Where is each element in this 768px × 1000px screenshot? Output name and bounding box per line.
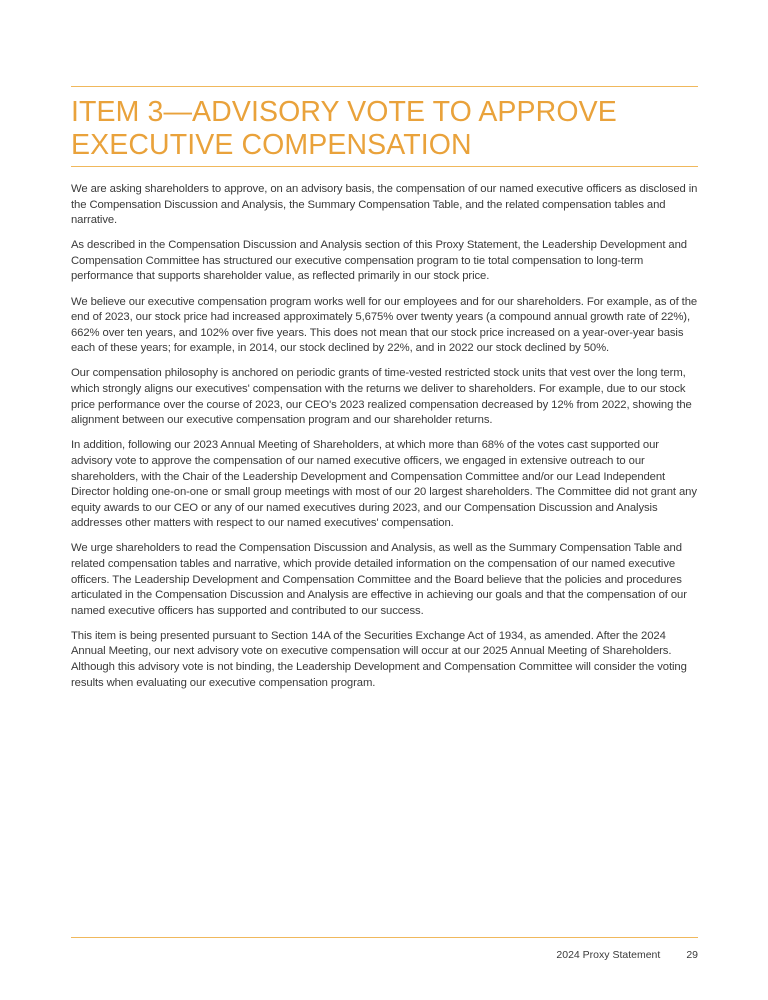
title-line-2: EXECUTIVE COMPENSATION [71, 129, 472, 161]
page-number: 29 [686, 949, 698, 961]
paragraph: We are asking shareholders to approve, on an advisory basis, the compensation of our named executive officers as disclosed in the Compensation Discussion and Analysis, the Summary Compensation Table, and the related compensation tables and narrative. [71, 183, 698, 227]
title-line-1: ITEM 3—ADVISORY VOTE TO APPROVE [71, 96, 617, 128]
title-divider [71, 166, 698, 167]
footer-divider [71, 937, 698, 938]
paragraph: In addition, following our 2023 Annual Meeting of Shareholders, at which more than 68% of the votes cast supported our advisory vote to approve the compensation of our named executive officers, we engaged in extensive outreach to our shareholders, with the Chair of the Leadership Development and Compensation Committee and/or our Lead Independent Director holding one-on-one or small group meetings with most of our 20 largest shareholders. The Committee did not grant any equity awards to our CEO or any of our named executives during 2023, and our Compensation Discussion and Analysis addresses other matters with respect to our named executives' compensation. [71, 439, 697, 530]
body-text [71, 182, 700, 701]
paragraph: This item is being presented pursuant to Section 14A of the Securities Exchange Act of 1934, as amended. After the 2024 Annual Meeting, our next advisory vote on executive compensation will occur at our 2025 Annual Meeting of Shareholders. Although this advisory vote is not binding, the Leadership Development and Compensation Committee will consider the voting results when evaluating our executive compensation program. [71, 629, 687, 689]
paragraph: We believe our executive compensation program works well for our employees and for our shareholders. For example, as of the end of 2023, our stock price had increased approximately 5,675% over twenty years (a compound annual growth rate of 22%), 662% over ten years, and 102% over five years. This does not mean that our stock price increased on a year-over-year basis each of these years; for example, in 2014, our stock declined by 22%, and in 2022 our stock declined by 50%. [71, 295, 698, 355]
paragraph: As described in the Compensation Discussion and Analysis section of this Proxy Statement, the Leadership Development and Compensation Committee has structured our executive compensation program to tie total compensation to long-term performance that supports shareholder value, as reflected primarily in our stock price. [71, 239, 687, 283]
paragraph: We urge shareholders to read the Compensation Discussion and Analysis, as well as the Summary Compensation Table and related compensation tables and narrative, which provide detailed information on the compensation of our named executive officers. The Leadership Development and Compensation Committee and the Board believe that the policies and procedures articulated in the Compensation Discussion and Analysis are effective in achieving our goals and that the compensation of our named executive officers has supported and contributed to our success. [71, 542, 687, 617]
page-footer [556, 949, 698, 961]
paragraph: Our compensation philosophy is anchored on periodic grants of time-vested restricted stock units that vest over the long term, which strongly aligns our executives' compensation with the returns we deliver to shareholders. For example, due to our stock price performance over the course of 2023, our CEO's 2023 realized compensation decreased by 12% from 2022, showing the alignment between our executive compensation program and our shareholder returns. [71, 367, 692, 427]
page-title [71, 96, 698, 162]
document-name: 2024 Proxy Statement [556, 949, 661, 961]
top-divider [71, 86, 698, 87]
